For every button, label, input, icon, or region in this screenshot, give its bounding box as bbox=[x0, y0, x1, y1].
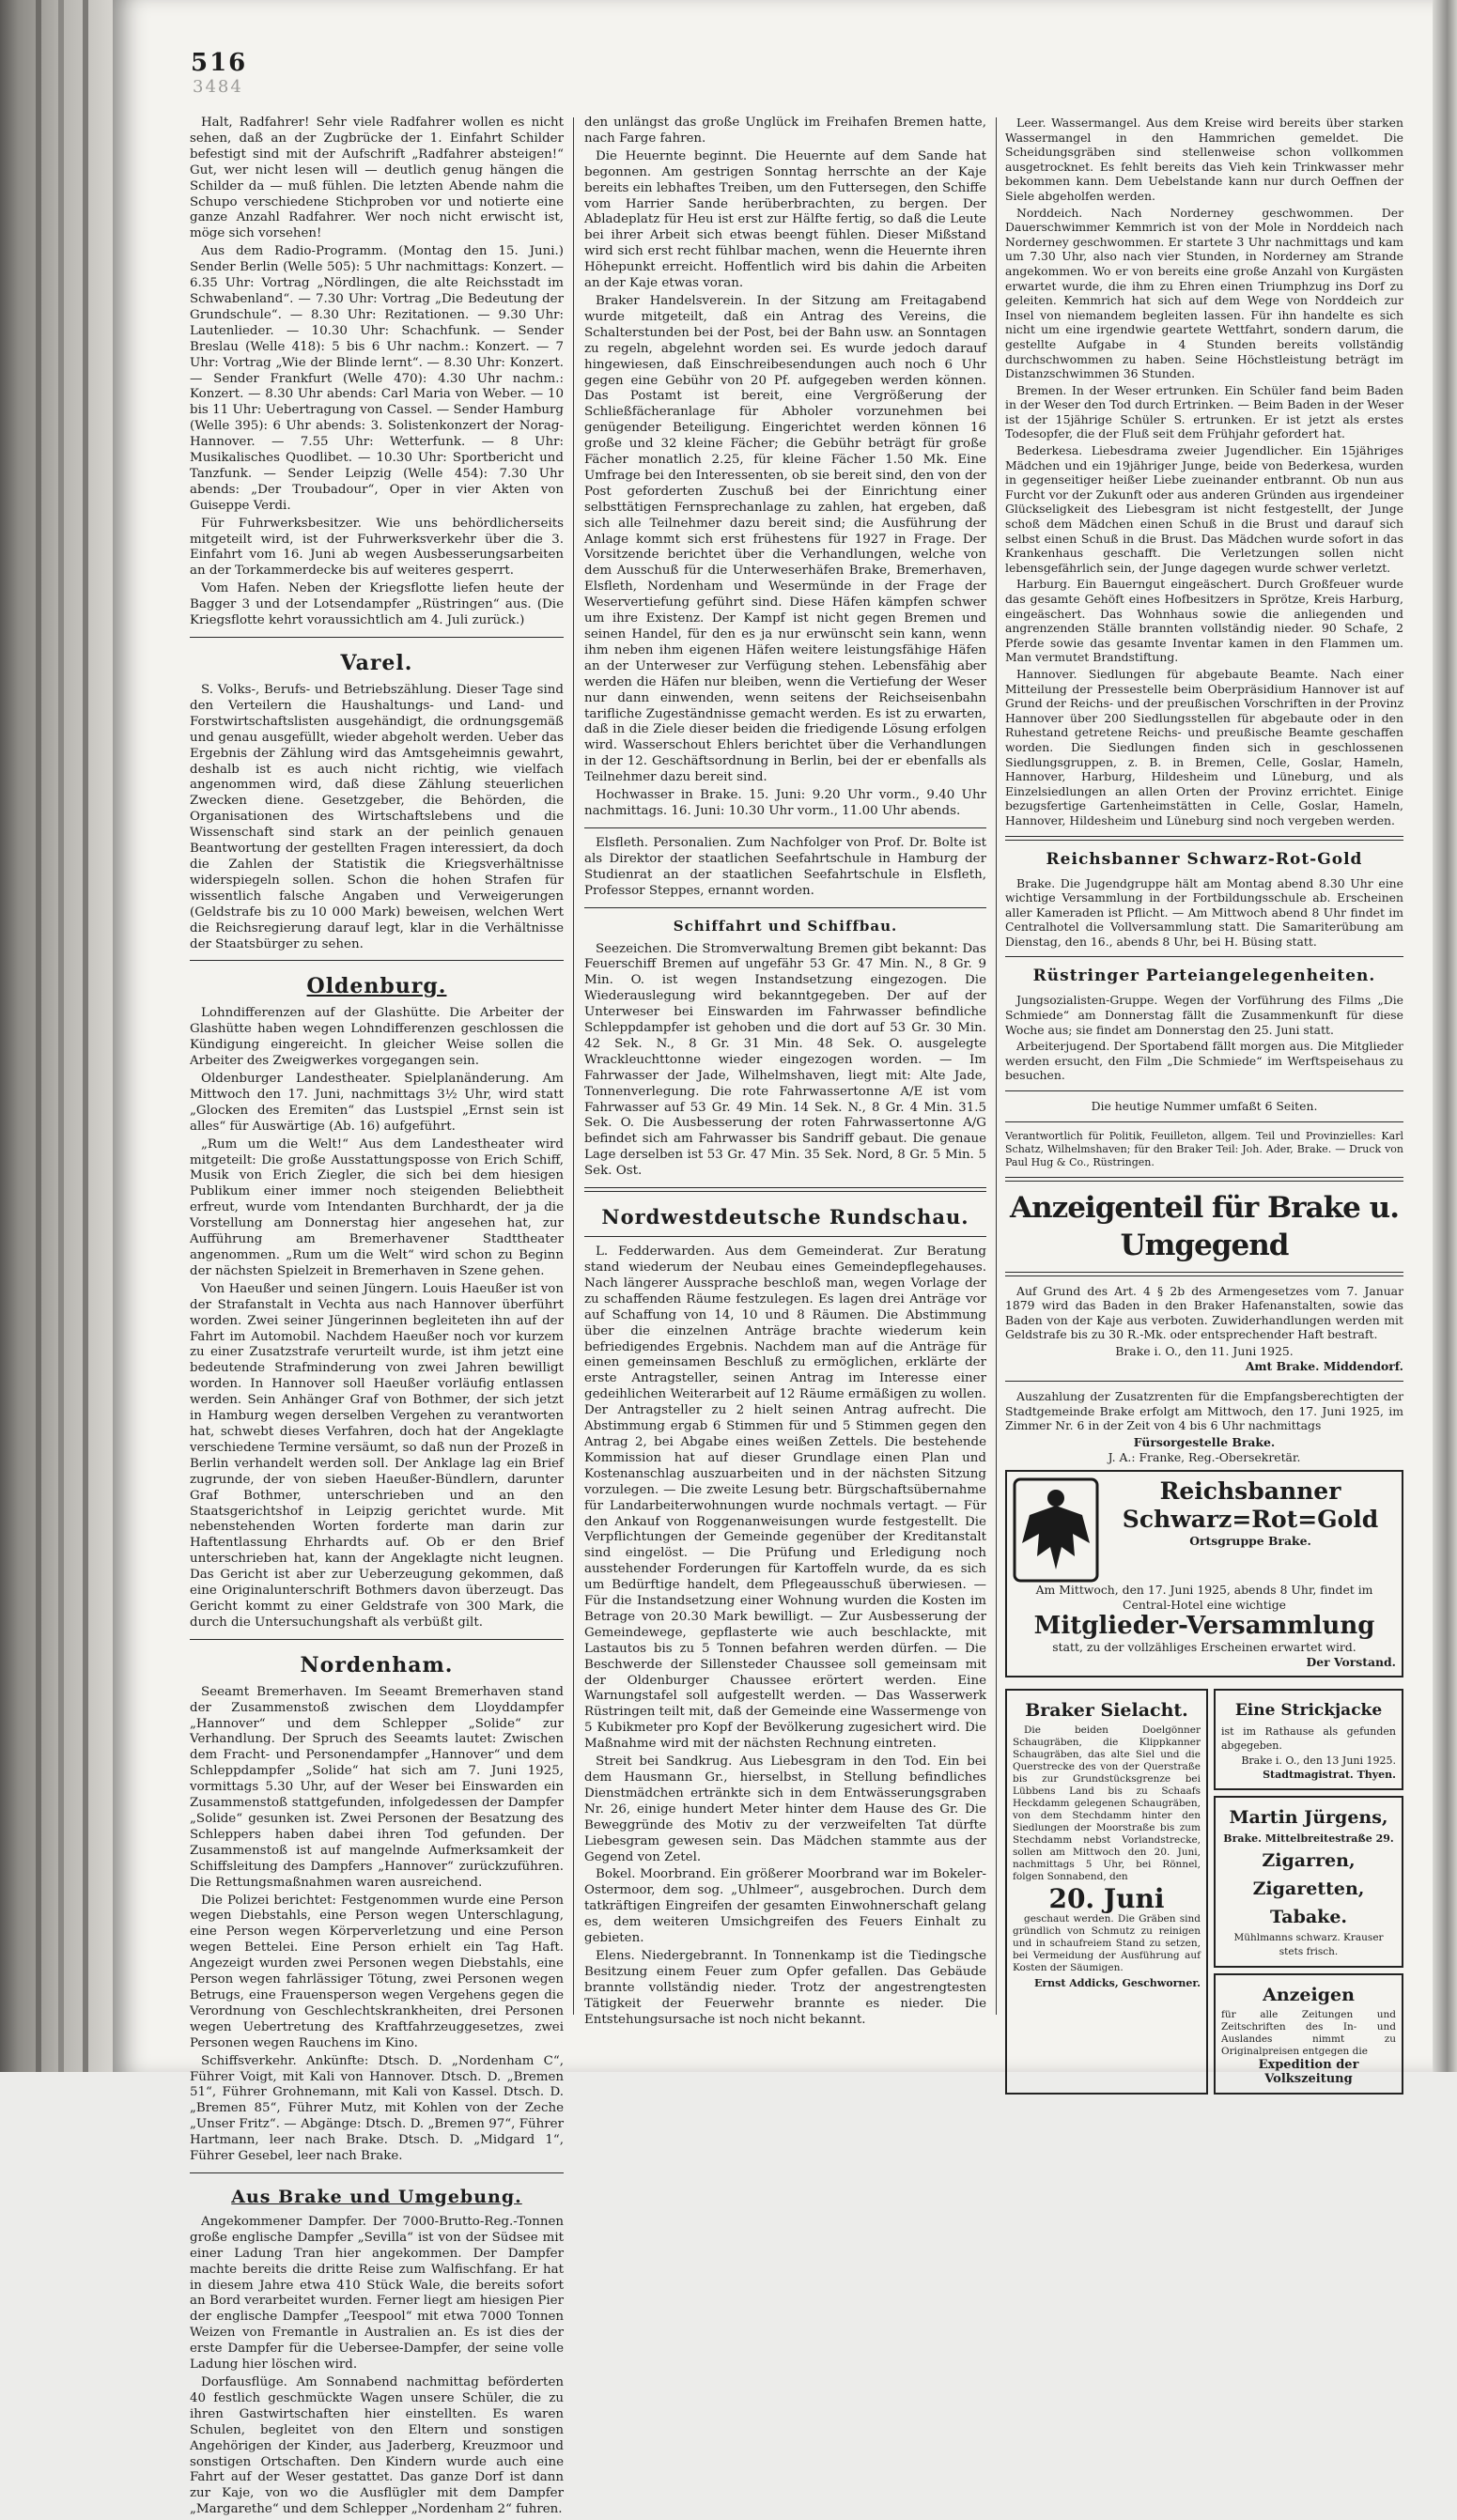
page-edge bbox=[83, 0, 88, 2072]
article-harburg: Harburg. Ein Bauerngut eingeäschert. Durch Großfeuer wurde das gesamte Gehöft eines Hofbesitzers in Sprötze, Kreis Harburg, eingeäschert. Das Wohnhaus sowie die anliegenden und angrenzenden Ställe brannten vollständig nieder. 90 Schafe, 2 Pferde sowie das gesamte Inventar kamen in den Flammen um. Man vermutet Brandstiftung. bbox=[1005, 577, 1403, 665]
divider bbox=[1005, 1272, 1403, 1276]
notice-amt-date: Brake i. O., den 11. Juni 1925. bbox=[1115, 1344, 1294, 1358]
article-heuernte: Die Heuernte beginnt. Die Heuernte auf dem Sande hat begonnen. Am gestrigen Sonntag herrschte an der Kaje bereits ein lebhaftes Treiben, um den Futtersegen, den Schiffe vom Harrier Sande herüberbrachten, zu bergen. Der Abladeplatz für Heu ist erst zur Hälfte fertig, so daß die Leute bei ihrer Arbeit sich etwas beengt fühlen. Dieser Mißstand wird sich erst recht fühlbar machen, wenn die Heuernte ihren Höhepunkt erreicht. Hoffentlich wird bis dahin die Arbeiten an der Kaje etwas voran. bbox=[584, 148, 986, 291]
section-heading-brake: Aus Brake und Umgebung. bbox=[231, 2186, 522, 2207]
ad-title-2: Schwarz=Rot=Gold bbox=[1122, 1506, 1379, 1534]
section-heading-varel: Varel. bbox=[340, 651, 413, 675]
article-seeamt: Seeamt Bremerhaven. Im Seeamt Bremerhaven stand der Zusammenstoß zwischen dem Lloyddampfer „Hannover“ und dem Schlepper „Solide“ zur Verhandlung. Der Spruch des Seeamts lautet: Zwischen dem Fracht- und Personendampfer „Hannover“ und dem Schleppdampfer „Solide“ hat sich am 7. Juni 1925, vormittags 5.30 Uhr, auf der Weser bei Einswarden ein Zusammenstoß stattgefunden, infolgedessen der Dampfer „Solide“ gesunken ist. Zwei Personen der Besatzung des Schleppers haben dabei ihren Tod gefunden. Der Zusammenstoß ist auf mangelnde Aufmerksamkeit der Schiffsleitung des Dampfers „Hannover“ zurückzuführen. Die Rettungsmaßnahmen waren ausreichend. bbox=[190, 1684, 564, 1890]
page-right-edge bbox=[1433, 0, 1457, 2072]
ad-juergens-big2: Tabake. bbox=[1269, 1906, 1348, 1927]
divider bbox=[1005, 956, 1403, 957]
article-norddeich: Norddeich. Nach Norderney geschwommen. Der Dauerschwimmer Kemmrich ist von der Mole in Norddeich nach Norderney geschwommen. Er startete 3 Uhr nachmittags und kam um 7.30 Uhr, also nach vier Stunden, in Norderney am Strande angekommen. Wo er von bereits eine große Anzahl von Kurgästen erwartet wurde, die ihm zu Ehren einen Triumphzug ins Dorf zu geleiten. Kemmrich hat sich auf dem Wege von Norddeich zur Insel von niemandem begleiten lassen. Für ihn handelte es sich nicht um eine irgendwie geartete Wettfahrt, sondern darum, die gestellte Aufgabe in 4 Stunden bereits vollständig durchschwommen zu haben. Seine Höchstleistung beträgt im Distanzschwimmen 36 Stunden. bbox=[1005, 205, 1403, 381]
article-halt: Halt, Radfahrer! Sehr viele Radfahrer wollen es nicht sehen, daß an der Zugbrücke der 1. Einfahrt Schilder befestigt sind mit der Aufschrift „Radfahrer absteigen!“ Gut, wer nicht lesen will — deutlich genug hängen die Schilder da — muß fühlen. Die letzten Abende nahm die Schupo verschiedene Stichproben vor und notierte eine ganze Anzahl Radfahrer. Wer noch nicht erwischt ist, möge sich vorsehen! bbox=[190, 116, 564, 241]
article-elsfleth: Elsfleth. Personalien. Zum Nachfolger von Prof. Dr. Bolte ist als Direktor der staatlichen Seefahrtschule in Hamburg der Studienrat an der staatlichen Seefahrtschule in Elsfleth, Professor Steppes, ernannt worden. bbox=[584, 835, 986, 898]
ad-signature: Der Vorstand. bbox=[1306, 1654, 1396, 1669]
eagle-icon bbox=[1013, 1477, 1099, 1583]
article-lohn: Lohndifferenzen auf der Glashütte. Die Arbeiter der Glashütte haben wegen Lohndifferenzen geschlossen die Kündigung eingereicht. In gleicher Weise sollen die Arbeiter des Zweigwerkes vorgegangen sein. bbox=[190, 1006, 564, 1069]
article-elens: Elens. Niedergebrannt. In Tonnenkamp ist die Tiedingsche Besitzung einem Feuer zum Opfer gefallen. Das Gebäude brannte vollständig nieder. Trotz der angestrengtesten Tätigkeit der Feuerwehr brannte es nieder. Die Entstehungsursache ist noch nicht bekannt. bbox=[584, 1948, 986, 2027]
article-fedderwarden: L. Fedderwarden. Aus dem Gemeinderat. Zur Beratung stand wiederum der Neubau eines Gemeindepflegehauses. Nach längerer Aussprache beschloß man, wegen Vorlage der zu schaffenden Räume festzulegen. Es lagen drei Anträge vor auf Schaffung von 14, 10 und 8 Räumen. Die Abstimmung über die einzelnen Anträge brachte wiederum kein befriedigendes Ergebnis. Nachdem man auf die Anträge für einen gemeinsamen Beschluß zu ermöglichen, erklärte der erste Antragsteller, seinen Antrag im Interesse einer gedeihlichen Weiterarbeit auf 12 Räume ermäßigen zu wollen. Der Antragsteller zu 2 hielt seinen Antrag aufrecht. Die Abstimmung ergab 6 Stimmen für und 5 Stimmen gegen den Antrag 2, bei Abgabe eines weißen Zettels. Die bestehende Kommission hat auf dieser Grundlage einen Plan und Kostenanschlag auszuarbeiten und in der nächsten Sitzung vorzulegen. — Die zweite Lesung betr. Bürgschaftsübernahme für Landarbeiterwohnungen wurde nochmals vertagt. — Für den Ankauf von Roggenanweisungen wurde festgestellt. Die Verpflichtungen der Gemeinde gegenüber der Kreditanstalt sind eingelöst. — Die Prüfung und Erledigung noch ausstehender Forderungen für Kartoffeln wurde, da es sich um Bedürftige handelt, dem Pflegeausschuß überwiesen. — Für die Instandsetzung einer Wohnung wurden die Kosten im Betrage von 20.30 Mark bewilligt. — Zur Ausbesserung der Gemeindewege, gepflasterte wie auch beschlackte, mit Lastautos bis zu 5 Tonnen befahren werden dürfen. — Die Beschwerde der Sillensteder Chaussee soll gemeinsam mit der Oldenburger Chaussee erörtert werden. Eine Warnungstafel soll aufgestellt werden. — Das Wasserwerk Rüstringen teilt mit, daß der Gemeinde eine Wassermenge von 5 Kubikmeter pro Kopf der Bevölkerung zugesichert wird. Die Maßnahme wird mit der nächsten Rechnung eintreten. bbox=[584, 1245, 986, 1752]
heading-anzeigenteil: Anzeigenteil für Brake u. Umgegend bbox=[1010, 1190, 1399, 1262]
notice-reichsbanner: Brake. Die Jugendgruppe hält am Montag abend 8.30 Uhr eine wichtige Versammlung in der Fortbildungsschule ab. Erscheinen aller Kameraden ist Pflicht. — Am Mittwoch abend 8 Uhr findet im Centralhotel die Vollversammlung statt. Die Samariterübung am Dienstag, den 16., abends 8 Uhr, bei H. Büsing statt. bbox=[1005, 875, 1403, 949]
ad-strickjacke-text: ist im Rathause als gefunden abgegeben. bbox=[1221, 1724, 1396, 1753]
divider bbox=[190, 637, 564, 638]
article-bederkesa: Bederkesa. Liebesdrama zweier Jugendlicher. Ein 15jähriges Mädchen und ein 19jähriger Junge, beide von Bederkesa, wurden in gegenseitiger heißer Liebe zueinander entbrannt. Ob nun aus Furcht vor der Zukunft oder aus anderen Gründen aus irgendeiner Glückseligkeit des Liebesgram ist nicht festgestellt, der Junge schoß dem Mädchen einen Schuß in die Brust und darauf sich selbst einen Schuß in die Brust. Das Mädchen wurde sofort in das Krankenhaus geschafft. Die Verletzungen sollen nicht lebensgefährlich sein, der Junge dagegen wurde schwer verletzt. bbox=[1005, 443, 1403, 575]
article-sandkrug: Streit bei Sandkrug. Aus Liebesgram in den Tod. Ein bei dem Hausmann Gr., hierselbst, in Stellung befindliches Dienstmädchen ertränkte sich in dem Entwässerungsgraben Nr. 26, einige hundert Meter hinter dem Hause des Gr. Die Beweggründe des Motiv zu der verzweifelten Tat dürfte Liebesgram gewesen sein. Das Mädchen stammte aus der Gegend von Zetel. bbox=[584, 1755, 986, 1864]
ad-anzeigen-title: Anzeigen bbox=[1263, 1984, 1355, 2005]
divider bbox=[584, 827, 986, 828]
section-heading-nordenham: Nordenham. bbox=[300, 1652, 454, 1677]
article-hafen: Vom Hafen. Neben der Kriegsflotte liefen heute der Bagger 3 und der Lotsendampfer „Rüstringen“ aus. (Die Kriegsflotte kehrt voraussichtlich am 4. Juli zurück.) bbox=[190, 581, 564, 628]
ad-sielacht bbox=[1005, 1689, 1208, 2095]
divider bbox=[190, 2172, 564, 2173]
ad-anzeigen-foot: Expedition der Volkszeitung bbox=[1258, 2057, 1359, 2087]
notice-fuersorge: Auszahlung der Zusatzrenten für die Empfangsberechtigten der Stadtgemeinde Brake erfolgt am Mittwoch, den 17. Juni 1925, im Zimmer Nr. 6 in der Zeit von 4 bis 6 Uhr nachmittags bbox=[1005, 1389, 1403, 1433]
divider bbox=[190, 960, 564, 961]
article-hannover: Hannover. Siedlungen für abgebaute Beamte. Nach einer Mitteilung der Pressestelle beim Oberpräsidium Hannover ist auf Grund der Reichs- und der preußischen Vorschriften in der Provinz Hannover über 200 Siedlungsstellen für abgebaute oder in den Ruhestand getretene Reichs- und preußische Beamte geschaffen worden. Die Siedlungen finden sich in geschlossenen Siedlungsgruppen, z. B. in Bremen, Celle, Goslar, Hameln, Hannover, Harburg, Hildesheim und Lüneburg, und als Einzelsiedlungen an allen Orten der Provinz errichtet. Einige bezugsfertige Gartenheimstätten in Celle, Goslar, Hameln, Hannover, Hildesheim und Lüneburg sind noch vergeben werden. bbox=[1005, 666, 1403, 827]
article-rum: „Rum um die Welt!“ Aus dem Landestheater wird mitgeteilt: Die große Ausstattungsposse von Erich Schiff, Musik von Erich Ziegler, die sich bei dem hiesigen Publikum einer immer noch steigenden Beliebtheit erfreut, wurde vom Intendanten Burchhardt, der ja die Vorstellung am Donnerstag hier angesehen hat, zur Aufführung am Bremerhavener Stadttheater angenommen. „Rum um die Welt“ wird schon zu Beginn der nächsten Spielzeit in Bremerhaven in Szene gehen. bbox=[190, 1136, 564, 1278]
divider bbox=[584, 1236, 986, 1237]
ad-foot: statt, zu der vollzähliges Erscheinen erwartet wird. bbox=[1052, 1640, 1356, 1655]
ad-sielacht-signature: Ernst Addicks, Geschworner. bbox=[1033, 1976, 1201, 1989]
article-seezeichen: Seezeichen. Die Stromverwaltung Bremen gibt bekannt: Das Feuerschiff Bremen auf ungefähr 53 Gr. 47 Min. N., 8 Gr. 9 Min. O. ist wegen Instandsetzung eingezogen. Die Wiederauslegung wird bekanntgegeben. Der auf der Unterweser bei Einswarden im Fahrwasser befindliche Schleppdampfer ist gehoben und die dort auf 53 Gr. 30 Min. 42 Sek. N., 8 Gr. 31 Min. 48 Sek. O. ausgelegte Wrackleuchttonne wieder eingezogen worden. — Im Fahrwasser der Jade, Wilhelmshaven, liegt mit: Alte Jade, Tonnenverlegung. Die rote Fahrwassertonne A/E ist vom Fahrwasser auf 53 Gr. 49 Min. 14 Sek. N., 8 Gr. 4 Min. 31.5 Sek. O. Die Ausbesserung der roten Fahrwassertonne A/G befindet sich am Fahrwasser bis Sandriff gebaut. Die genaue Lage derselben ist 53 Gr. 47 Min. 35 Sek. Nord, 8 Gr. 5 Min. 5 Sek. Ost. bbox=[584, 941, 986, 1179]
divider bbox=[1005, 1090, 1403, 1091]
ad-subtitle: Ortsgruppe Brake. bbox=[1189, 1534, 1311, 1549]
article-handelsverein: Braker Handelsverein. In der Sitzung am Freitagabend wurde mitgeteilt, daß ein Antrag des Vereins, die Schalterstunden bei der Post, bei der Bahn usw. an Sonntagen zu regeln, abgelehnt worden sei. Es wurde jedoch darauf hingewiesen, daß Einschreibesendungen auch noch 6 Uhr gegen eine Gebühr von 20 Pf. aufgegeben werden können. Das Postamt ist bereit, eine Vergrößerung der Schließfächeranlage für Abholer vorzunehmen bei genügender Beteiligung. Eingerichtet werden können 16 große und 32 kleine Fächer; die Gebühr beträgt für große Fächer monatlich 2.25, für kleine Fächer 1.50 Mk. Eine Umfrage bei den Interessenten, ob sie bereit sind, den von der Post geforderten Zuschuß bei der Einrichtung einer selbsttätigen Fernsprechanlage zu zahlen, hat ergeben, daß sich alle Teilnehmer dazu bereit sind; die Ausführung der Anlage kommt sich erst frühestens für 1927 in Frage. Der Vorsitzende berichtet über die Verhandlungen, welche von dem Ausschuß für die Unterweserhäfen Brake, Bremerhaven, Elsfleth, Nordenham und Wesermünde in der Frage der Weservertiefung geführt sind. Diese Häfen kämpfen schwer um ihre Existenz. Der Kampf ist nicht gegen Bremen und seinen Handel, für den es ja nur erwünscht sein kann, wenn ihm neben ihm eigenen Häfen weitere leistungsfähige Häfen an der Unterweser zur Verfügung stehen. Lebensfähig aber werden die Häfen nur bleiben, wenn die Vertiefung der Weser nur dann einwenden, wenn seitens der Reichseisenbahn tarifliche Zugeständnisse gemacht werden. Es ist zu erwarten, daß in die Ziele dieser beiden die friedigende Lösung erfolgen wird. Wasserschout Ehlers berichtet über die Verhandlungen in der 12. Geschäftsordnung in Berlin, bei der er ebenfalls als Teilnehmer dazu bereit sind. bbox=[584, 293, 986, 785]
notice-jungsozialisten: Jungsozialisten-Gruppe. Wegen der Vorführung des Films „Die Schmiede“ am Donnerstag fällt die Zusammenkunft für diese Woche aus; sie findet am Donnerstag den 25. Juni statt. bbox=[1005, 993, 1403, 1037]
article-bremen: Bremen. In der Weser ertrunken. Ein Schüler fand beim Baden in der Weser den Tod durch Ertrinken. — Beim Baden in der Weser ist der 15jährige Schüler S. ertrunken. Er ist jetzt als erstes Todesopfer, die der Fluß seit dem Frühjahr gefordert hat. bbox=[1005, 382, 1403, 441]
ad-strickjacke bbox=[1214, 1689, 1403, 1790]
ad-juergens-big1: Zigarren, Zigaretten, bbox=[1252, 1849, 1365, 1899]
divider bbox=[1005, 1381, 1403, 1382]
ad-text: Am Mittwoch, den 17. Juni 1925, abends 8 Uhr, findet im Central-Hotel eine wichtige bbox=[1035, 1583, 1373, 1612]
page-edge bbox=[36, 0, 41, 2072]
section-heading-oldenburg: Oldenburg. bbox=[306, 974, 447, 999]
ad-anzeigen bbox=[1214, 1973, 1403, 2095]
article-volkszaehlung: S. Volks-, Berufs- und Betriebszählung. Dieser Tage sind den Verteilern die Haushaltungs- und Land- und Forstwirtschaftslisten ausgehändigt, die ordnungsgemäß und genau ausgefüllt, wieder abgeholt werden. Ueber das Ergebnis der Zählung wird das Amtsgeheimnis gewahrt, deshalb ist es auch nicht richtig, wie vielfach angenommen wird, daß diese Zählung steuerlichen Zwecken diene. Gesetzgeber, die Behörden, die Organisationen des Wirtschaftslebens und die Wissenschaft sind stark an der peinlich genauen Beantwortung der gestellten Fragen interessiert, da doch die Zahlen der Statistik die Kriegsverhältnisse widerspiegeln sollen. Schon die hohen Strafen für wissentlich falsche Angaben und Verweigerungen (Geldstrafe bis zu 10 000 Mark) beweisen, welchen Wert die Reichsregierung darauf legt, klar in die Verhältnisse der Staatsbürger zu sehen. bbox=[190, 683, 564, 951]
ad-row bbox=[1005, 1683, 1403, 2100]
column-2 bbox=[584, 116, 986, 2031]
notice-fuersorge-signature2: J. A.: Franke, Reg.-Obersekretär. bbox=[1108, 1449, 1301, 1464]
heading-reichsbanner: Reichsbanner Schwarz-Rot-Gold bbox=[1046, 849, 1363, 869]
divider bbox=[1005, 1177, 1403, 1182]
ad-sielacht-title: Braker Sielacht. bbox=[1025, 1699, 1188, 1721]
column-1 bbox=[190, 116, 564, 2520]
notice-amt-signature: Amt Brake. Middendorf. bbox=[1245, 1358, 1403, 1373]
divider bbox=[190, 1639, 564, 1640]
page-edge bbox=[58, 0, 64, 2072]
divider bbox=[1005, 836, 1403, 841]
column-rule bbox=[996, 117, 997, 2015]
ad-title-1: Reichsbanner bbox=[1159, 1477, 1341, 1506]
divider bbox=[1005, 1121, 1403, 1122]
heading-ruestringer: Rüstringer Parteiangelegenheiten. bbox=[1032, 966, 1376, 986]
ad-juergens-foot: Mühlmanns schwarz. Krauser stets frisch. bbox=[1233, 1931, 1384, 1958]
ad-sielacht-date: 20. Juni bbox=[1048, 1882, 1165, 1914]
ad-sielacht-text2: geschaut werden. Die Gräben sind gründlich von Schmutz zu reinigen und in schaufreiem Stand zu setzen, bei Vermeidung der Ausführung auf Kosten der Säumigen. bbox=[1013, 1912, 1201, 1973]
column-rule bbox=[573, 117, 574, 2015]
ad-big-text: Mitglieder-Versammlung bbox=[1033, 1612, 1375, 1641]
article-hochwasser: Hochwasser in Brake. 15. Juni: 9.20 Uhr vorm., 9.40 Uhr nachmittags. 16. Juni: 10.30 Uhr vorm., 11.00 Uhr abends. bbox=[584, 788, 986, 818]
notice-amt: Auf Grund des Art. 4 § 2b des Armengesetzes vom 7. Januar 1879 wird das Baden in den Braker Hafenanstalten, sowie das Baden von der Kaje aus verboten. Zuwiderhandlungen werden mit Geldstrafe bis zu 30 R.-Mk. oder entsprechender Haft bestraft. bbox=[1005, 1283, 1403, 1342]
notice-seiten: Die heutige Nummer umfaßt 6 Seiten. bbox=[1091, 1099, 1318, 1114]
article-theater: Oldenburger Landestheater. Spielplanänderung. Am Mittwoch den 17. Juni, nachmittags 3½ Uhr, wird statt „Glocken des Eremiten“ das Lustspiel „Ernst sein ist alles“ für Auswärtige (Ab. 16) aufgeführt. bbox=[190, 1072, 564, 1134]
ad-strickjacke-title: Eine Strickjacke bbox=[1234, 1700, 1383, 1720]
ad-strickjacke-signature: Stadtmagistrat. Thyen. bbox=[1263, 1769, 1396, 1782]
ad-strickjacke-date: Brake i. O., den 13 Juni 1925. bbox=[1241, 1754, 1396, 1767]
divider bbox=[584, 1187, 986, 1192]
article-bokel: Bokel. Moorbrand. Ein größerer Moorbrand war im Bokeler-Ostermoor, dem sog. „Uhlmeer“, ausgebrochen. Durch dem tatkräftigen Eingreifen der gesamten Einwohnerschaft gelang es, dem weiteren Umsichgreifen des Feuers Einhalt zu gebieten. bbox=[584, 1867, 986, 1946]
article-dorfausfluege: Dorfausflüge. Am Sonnabend nachmittag beförderten 40 festlich geschmückte Wagen unsere Schüler, die zu ihren Gastwirtschaften hier einstellten. Es waren Schulen, begleitet von den Eltern und sonstigen Angehörigen der Kinder, aus Jaderberg, Kreuzmoor und sonstigen Ortschaften. Den Kindern wurde auch eine Fahrt auf der Weser gestattet. Das ganze Dorf ist dann zur Kaje, von wo die Ausflügler mit dem Dampfer „Margarethe“ und dem Schlepper „Nordenham 2“ fuhren. bbox=[190, 2375, 564, 2517]
notice-fuersorge-signature: Fürsorgestelle Brake. bbox=[1133, 1434, 1276, 1449]
section-heading-schiffahrt: Schiffahrt und Schiffbau. bbox=[673, 917, 898, 935]
ad-juergens bbox=[1214, 1796, 1403, 1968]
pencil-mark: 3484 bbox=[193, 77, 243, 97]
ad-sielacht-text: Die beiden Doelgönner Schaugräben, die Klippkanner Schaugräben, das alte Siel und die Querstrecke des von der Querstraße bis zur Grundstücksgrenze bei Lübbens Land bis zu Schaafs Heckdamm gelegenen Schaugräben, von dem Stechdamm hinter den Siedlungen der Moorstraße bis zum Stechdamm nebst Vorlandstrecke, sollen am Mittwoch den 20. Juni, nachmittags 5 Uhr, bei Rönnel, folgen Sonnabend, den bbox=[1013, 1724, 1201, 1882]
ad-reichsbanner bbox=[1005, 1470, 1403, 1677]
section-heading-rundschau: Nordwestdeutsche Rundschau. bbox=[601, 1205, 969, 1229]
divider bbox=[584, 907, 986, 908]
ad-juergens-title: Martin Jürgens, bbox=[1229, 1806, 1388, 1828]
column-3 bbox=[1005, 116, 1403, 2100]
article-fuhrwerk: Für Fuhrwerksbesitzer. Wie uns behördlicherseits mitgeteilt wird, ist der Fuhrwerksverkehr über die 3. Einfahrt vom 16. Juni ab wegen Ausbesserungsarbeiten an der Torkammerdecke bis auf weiteres gesperrt. bbox=[190, 516, 564, 579]
article-haeusser: Von Haeußer und seinen Jüngern. Louis Haeußer ist von der Strafanstalt in Vechta aus nach Hannover überführt worden. Zwei seiner Jüngerinnen begleiteten ihn auf der Fahrt im Automobil. Nachdem Haeußer noch vor kurzem zu einer Zusatzstrafe verurteilt wurde, ist ihm jetzt eine bedeutende Strafminderung von zwei Jahren bewilligt worden. In Hannover soll Haeußer vorläufig entlassen werden. Sein Anhänger Graf von Bothmer, der sich jetzt in Hamburg wegen derselben Vergehen zu verantworten hat, schwebt dieses Verfahren, doch hat der Angeklagte verschiedene Termine versäumt, so daß nun der Prozeß in Berlin verhandelt werden soll. Der Anklage lag ein Brief zugrunde, der von sieben Haeußer-Bündlern, darunter Graf Bothmer, unterschrieben und an den Staatsgerichtshof in Leipzig gerichtet wurde. Mit nebenstehenden Worten forderte man darin zur Haftentlassung Ehrhardts auf. Ob er den Brief unterschrieben hat, kann der Angeklagte nicht leugnen. Das Gericht ist aber zur Ueberzeugung gekommen, daß eine Originalunterschrift Bothmers davon überzeugt. Das Gericht kommt zu einer Geldstrafe von 300 Mark, die durch die Untersuchungshaft als verbüßt gilt. bbox=[190, 1281, 564, 1630]
imprint: Verantwortlich für Politik, Feuilleton, allgem. Teil und Provinzielles: Karl Schatz, Wilhelmshaven; für den Braker Teil: Joh. Ader, Brake. — Druck von Paul Hug & Co., Rüstringen. bbox=[1005, 1129, 1403, 1168]
ad-juergens-address: Brake. Mittelbreitestraße 29. bbox=[1223, 1832, 1394, 1845]
page-number: 516 bbox=[191, 49, 248, 77]
article-continued: den unlängst das große Unglück im Freihafen Bremen hatte, nach Farge fahren. bbox=[584, 116, 986, 146]
article-radio: Aus dem Radio-Programm. (Montag den 15. Juni.) Sender Berlin (Welle 505): 5 Uhr nachmittags: Konzert. — 6.35 Uhr: Vortrag „Nördlingen, die alte Reichsstadt im Schwabenland“. — 7.30 Uhr: Vortrag „Die Bedeutung der Grundschule“. — 8.30 Uhr: Rezitationen. — 9.30 Uhr: Lautenlieder. — 10.30 Uhr: Schachfunk. — Sender Breslau (Welle 418): 5 bis 6 Uhr nachm.: Konzert. — 7 Uhr: Vortrag „Wie der Blinde lernt“. — 8.30 Uhr: Konzert. — Sender Frankfurt (Welle 470): 4.30 Uhr nachm.: Konzert. — 8.30 Uhr abends: Carl Maria von Weber. — 10 bis 11 Uhr: Uebertragung von Cassel. — Sender Hamburg (Welle 395): 6 Uhr abends: 3. Solistenkonzert der Norag-Hannover. — 7.55 Uhr: Wetterfunk. — 8 Uhr: Musikalisches Quodlibet. — 10.30 Uhr: Sportbericht und Tanzfunk. — Sender Leipzig (Welle 454): 7.30 Uhr abends: „Der Troubadour“, Oper in vier Akten von Guiseppe Verdi. bbox=[190, 244, 564, 513]
article-schiffsverkehr: Schiffsverkehr. Ankünfte: Dtsch. D. „Nordenham C“, Führer Voigt, mit Kali von Hannover. Dtsch. D. „Bremen 51“, Führer Grohnemann, mit Kali von Kassel. Dtsch. D. „Bremen 85“, Führer Mutz, mit Kohlen von der Zeche „Unser Fritz“. — Abgänge: Dtsch. D. „Bremen 97“, Führer Hartmann, leer nach Brake. Dtsch. D. „Midgard 1“, Führer Gesebel, leer nach Brake. bbox=[190, 2053, 564, 2164]
ad-anzeigen-text: für alle Zeitungen und Zeitschriften des In- und Auslandes nimmt zu Originalpreisen entgegen die bbox=[1221, 2008, 1396, 2057]
article-leer: Leer. Wassermangel. Aus dem Kreise wird bereits über starken Wassermangel in den Hammrichen gemeldet. Die Scheidungsgräben sind stellenweise schon vollkommen ausgetrocknet. Es fehlt bereits das Vieh kein Trinkwasser mehr bekommen kann. Dem Uebelstande kann nur durch Oeffnen der Siele abgeholfen werden. bbox=[1005, 116, 1403, 203]
notice-arbeiterjugend: Arbeiterjugend. Der Sportabend fällt morgen aus. Die Mitglieder werden ersucht, den Film „Die Schmiede“ im Werftspeisehaus zu besuchen. bbox=[1005, 1039, 1403, 1083]
article-dampfer: Angekommener Dampfer. Der 7000-Brutto-Reg.-Tonnen große englische Dampfer „Sevilla“ ist von der Südsee mit einer Ladung Tran hier angekommen. Der Dampfer machte bereits die dritte Reise zum Walfischfang. Er hat in diesem Jahre etwa 410 Stück Wale, die bereits sofort an Bord verarbeitet wurden. Ferner liegt am hiesigen Pier der englische Dampfer „Teespool“ mit etwa 7000 Tonnen Weizen von Fremantle in Australien an. Es ist dies der erste Dampfer für die Uebersee-Dampfer, der seine volle Ladung hier löschen wird. bbox=[190, 2214, 564, 2373]
article-polizei: Die Polizei berichtet: Festgenommen wurde eine Person wegen Diebstahls, eine Person wegen Unterschlagung, eine Person wegen Körperverletzung und eine Person wegen Bettelei. Eine Person erhielt ein Tag Haft. Angezeigt wurden zwei Personen wegen Diebstahls, eine Person wegen fahrlässiger Tötung, zwei Personen wegen Betrugs, eine Frauensperson wegen Vergehens gegen die Verordnung von Geschlechtskrankheiten, drei Personen wegen Uebertretung des Kraftfahrzeuggesetzes, zwei Personen wegen Rauchens im Kino. bbox=[190, 1893, 564, 2050]
